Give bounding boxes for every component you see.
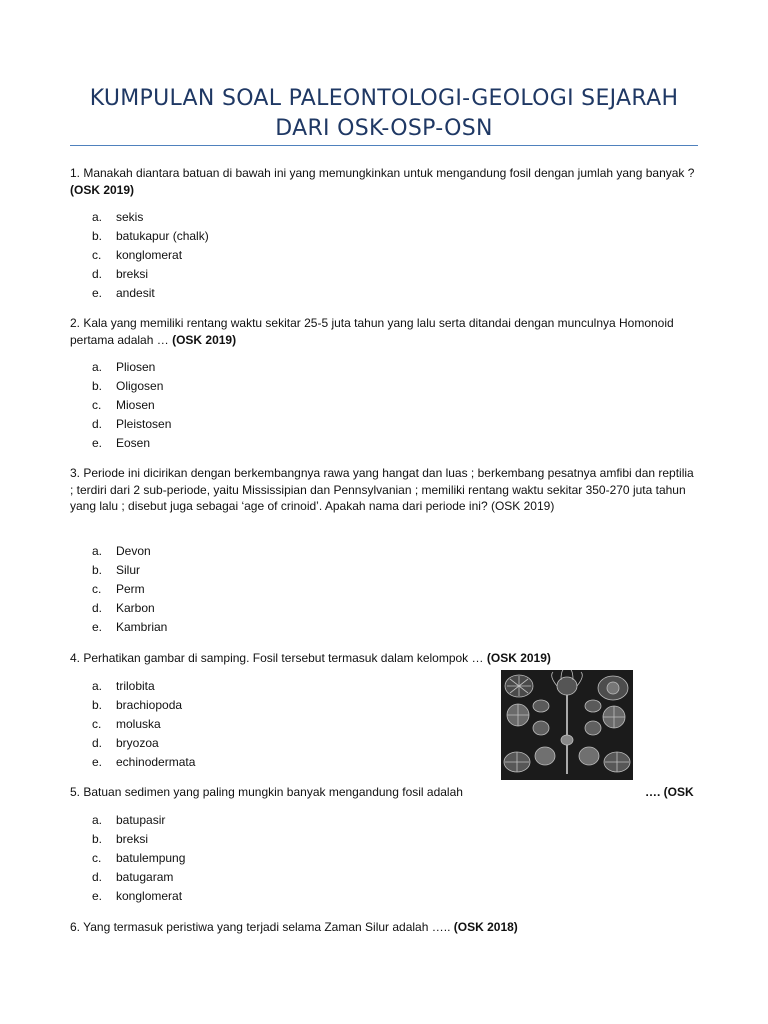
- question-6-text: 6. Yang termasuk peristiwa yang terjadi selama Zaman Silur adalah …..: [70, 920, 451, 934]
- question-1-options: [92, 208, 209, 303]
- option-item: [92, 599, 167, 618]
- question-5-options: [92, 811, 185, 906]
- option-text: Silur: [116, 563, 141, 577]
- option-item: [92, 415, 171, 434]
- option-text: konglomerat: [116, 248, 183, 262]
- question-4: [70, 650, 700, 667]
- option-item: [92, 284, 209, 303]
- option-letter: b.: [92, 832, 103, 846]
- option-text: batukapur (chalk): [116, 229, 209, 243]
- option-letter: a.: [92, 679, 103, 693]
- option-item: [92, 396, 171, 415]
- option-text: breksi: [116, 832, 149, 846]
- option-letter: a.: [92, 210, 103, 224]
- option-text: Oligosen: [116, 379, 164, 393]
- question-1-text: 1. Manakah diantara batuan di bawah ini yang memungkinkan untuk mengandung fosil dengan jumlah yang banyak ?: [70, 166, 695, 180]
- option-text: Kambrian: [116, 620, 168, 634]
- option-item: [92, 227, 209, 246]
- option-item: [92, 696, 195, 715]
- question-2-text: 2. Kala yang memiliki rentang waktu sekitar 25-5 juta tahun yang lalu serta ditandai dengan munculnya Homonoid pertama adalah …: [70, 316, 674, 347]
- option-item: [92, 715, 195, 734]
- option-text: sekis: [116, 210, 144, 224]
- option-item: [92, 811, 185, 830]
- option-letter: e.: [92, 436, 103, 450]
- question-4-source: (OSK 2019): [486, 651, 551, 665]
- option-text: bryozoa: [116, 736, 159, 750]
- option-item: [92, 265, 209, 284]
- question-5-text: 5. Batuan sedimen yang paling mungkin banyak mengandung fosil adalah: [70, 785, 463, 799]
- option-text: Pleistosen: [116, 417, 172, 431]
- option-letter: b.: [92, 229, 103, 243]
- option-text: andesit: [116, 286, 155, 300]
- option-text: brachiopoda: [116, 698, 183, 712]
- option-letter: b.: [92, 563, 103, 577]
- question-3: [70, 465, 700, 515]
- title-line-1: KUMPULAN SOAL PALEONTOLOGI-GEOLOGI SEJARAH: [89, 86, 679, 111]
- question-2-options: [92, 358, 171, 453]
- question-2-source: (OSK 2019): [172, 332, 237, 347]
- title-line-2: DARI OSK-OSP-OSN: [275, 116, 493, 141]
- option-letter: a.: [92, 813, 103, 827]
- option-letter: c.: [92, 717, 102, 731]
- option-text: echinodermata: [116, 755, 196, 769]
- fossil-drawing: [501, 670, 633, 780]
- fossil-illustration: [501, 670, 633, 780]
- option-text: moluska: [116, 717, 161, 731]
- option-letter: e.: [92, 620, 103, 634]
- option-item: [92, 677, 195, 696]
- question-3-text: 3. Periode ini dicirikan dengan berkembangnya rawa yang hangat dan luas ; berkembang pesatnya amfibi dan reptilia ; terdiri dari 2 sub-periode, yaitu Mississipian dan Pennsylvanian ; memiliki rentang waktu sekitar 350-270 juta tahun yang lalu ; disebut juga sebagai ‘age of crinoid’. Apakah nama dari periode ini? (OSK 2019): [70, 466, 694, 513]
- option-letter: d.: [92, 736, 103, 750]
- option-text: batulempung: [116, 851, 186, 865]
- option-item: [92, 868, 185, 887]
- option-text: Perm: [116, 582, 145, 596]
- option-item: [92, 580, 167, 599]
- option-item: [92, 849, 185, 868]
- option-item: [92, 753, 195, 772]
- option-item: [92, 377, 171, 396]
- option-letter: d.: [92, 417, 103, 431]
- option-text: Karbon: [116, 601, 155, 615]
- option-letter: c.: [92, 248, 102, 262]
- option-letter: b.: [92, 698, 103, 712]
- option-letter: d.: [92, 267, 103, 281]
- title-underline: [70, 145, 698, 146]
- option-item: [92, 561, 167, 580]
- question-5: [70, 784, 500, 801]
- option-item: [92, 830, 185, 849]
- option-letter: a.: [92, 544, 103, 558]
- option-letter: e.: [92, 889, 103, 903]
- option-text: Pliosen: [116, 360, 156, 374]
- question-4-text: 4. Perhatikan gambar di samping. Fosil tersebut termasuk dalam kelompok …: [70, 651, 484, 665]
- option-item: [92, 246, 209, 265]
- option-letter: a.: [92, 360, 103, 374]
- option-item: [92, 208, 209, 227]
- question-1-source: (OSK 2019): [70, 182, 135, 197]
- option-letter: c.: [92, 582, 102, 596]
- option-letter: d.: [92, 870, 103, 884]
- option-text: Eosen: [116, 436, 151, 450]
- option-text: konglomerat: [116, 889, 183, 903]
- question-6: [70, 919, 700, 936]
- question-5-source: …. (OSK: [645, 785, 694, 799]
- option-letter: e.: [92, 755, 103, 769]
- question-1: [70, 165, 700, 198]
- option-letter: e.: [92, 286, 103, 300]
- question-4-options: [92, 677, 195, 772]
- option-letter: c.: [92, 398, 102, 412]
- option-item: [92, 434, 171, 453]
- option-letter: c.: [92, 851, 102, 865]
- option-item: [92, 887, 185, 906]
- option-text: trilobita: [116, 679, 155, 693]
- option-letter: d.: [92, 601, 103, 615]
- question-2: [70, 315, 700, 348]
- option-item: [92, 618, 167, 637]
- option-letter: b.: [92, 379, 103, 393]
- option-item: [92, 358, 171, 377]
- option-text: batupasir: [116, 813, 166, 827]
- document-title: [70, 84, 698, 144]
- option-text: Miosen: [116, 398, 155, 412]
- option-item: [92, 542, 167, 561]
- option-text: breksi: [116, 267, 149, 281]
- question-3-options: [92, 542, 167, 637]
- option-text: batugaram: [116, 870, 174, 884]
- option-item: [92, 734, 195, 753]
- option-text: Devon: [116, 544, 151, 558]
- question-6-source: (OSK 2018): [453, 920, 518, 934]
